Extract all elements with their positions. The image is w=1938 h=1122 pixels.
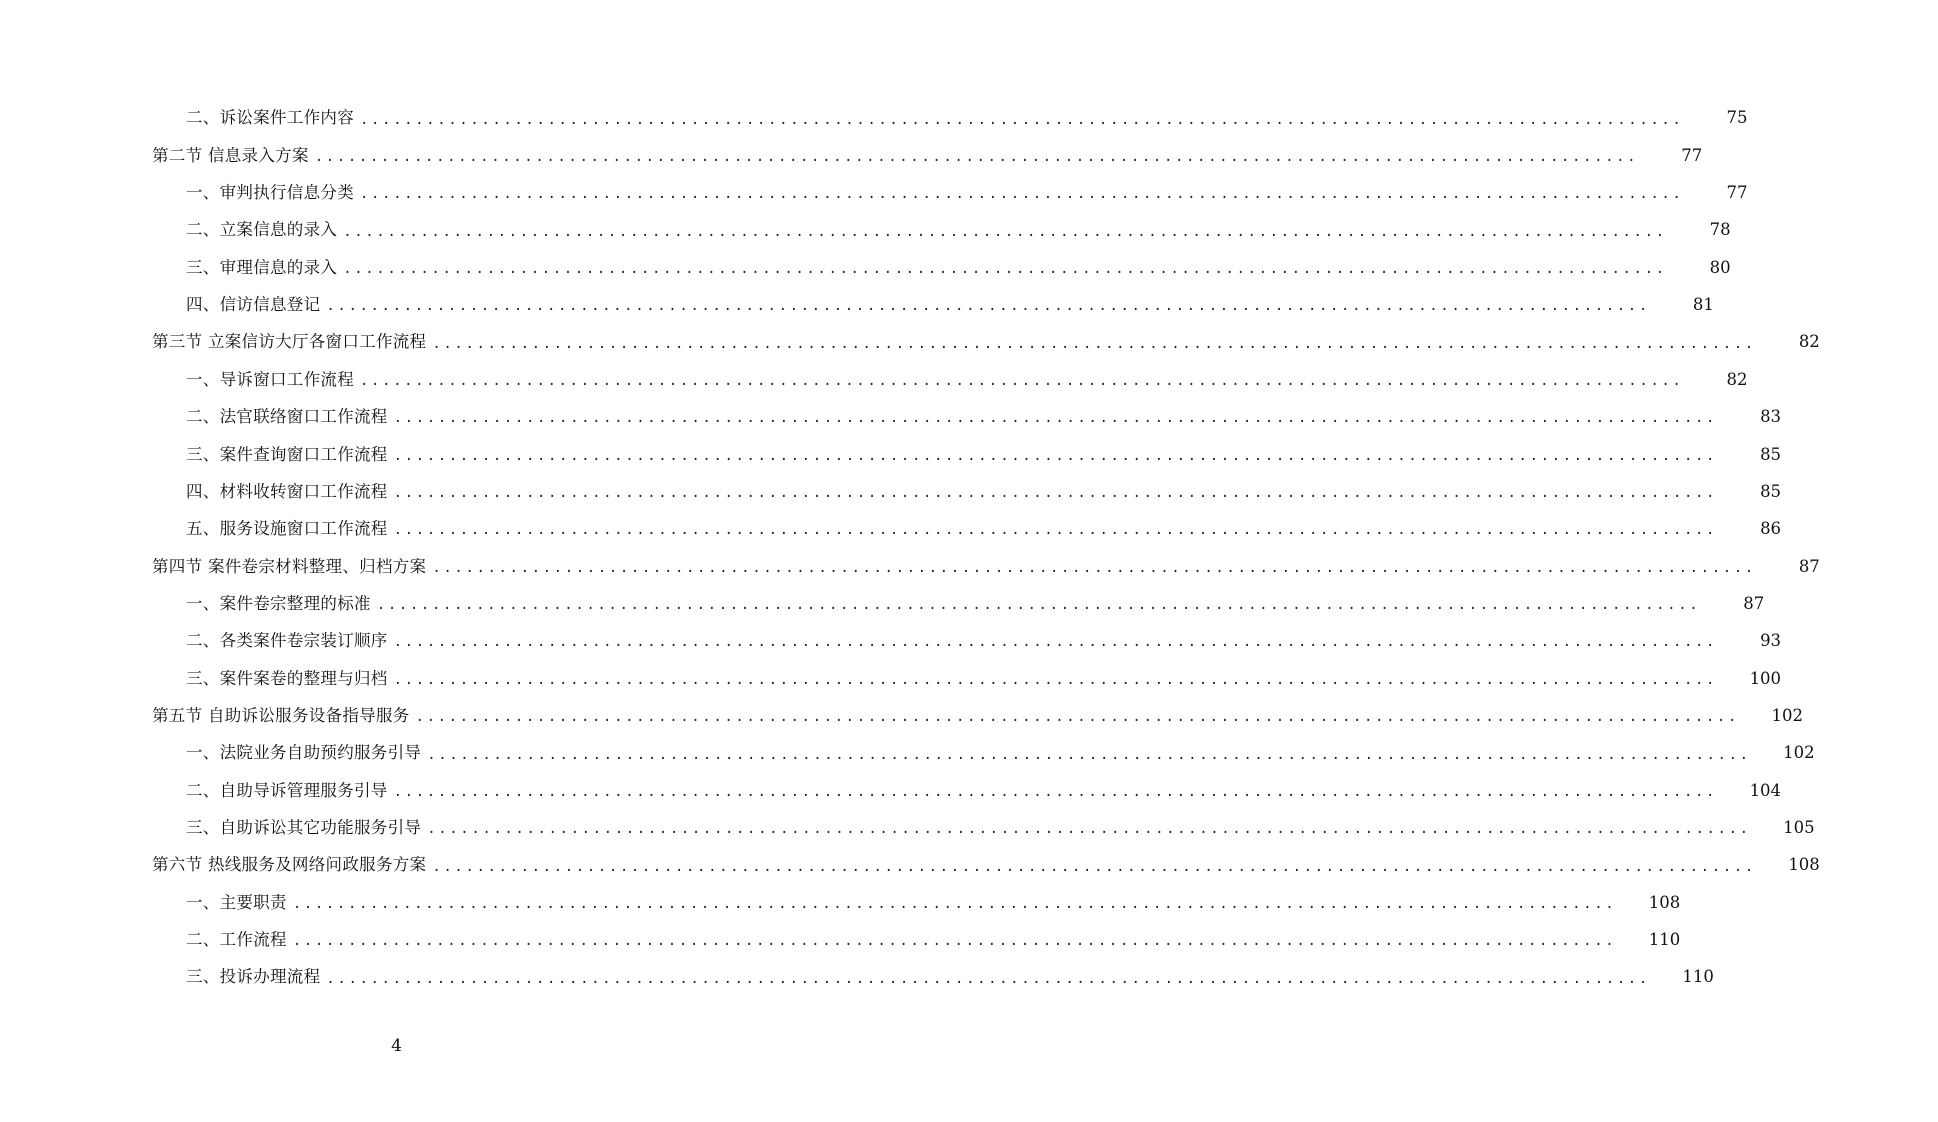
toc-dot-leader: ........................................................................................................................ xyxy=(360,186,1684,203)
toc-entry-title: 三、案件案卷的整理与归档 xyxy=(186,668,388,688)
toc-entry[interactable] xyxy=(0,884,1681,921)
toc-entry-page: 75 xyxy=(1726,108,1748,128)
toc-dot-leader: ........................................................................................................................ xyxy=(393,522,1718,539)
toc-entry[interactable] xyxy=(0,399,1782,436)
toc-section-entry[interactable] xyxy=(0,137,1703,174)
toc-entry-title: 二、法官联络窗口工作流程 xyxy=(186,407,388,427)
toc-entry-page: 87 xyxy=(1743,593,1765,613)
toc-entry-page: 108 xyxy=(1648,892,1681,912)
toc-dot-leader: ........................................................................................................................ xyxy=(393,671,1718,688)
toc-entry-title: 二、立案信息的录入 xyxy=(186,220,338,240)
toc-dot-leader: ........................................................................................................................ xyxy=(360,373,1684,390)
toc-entry[interactable] xyxy=(0,922,1681,959)
toc-entry-title: 三、案件查询窗口工作流程 xyxy=(186,444,388,464)
toc-entry-page: 102 xyxy=(1783,743,1815,763)
toc-entry-page: 85 xyxy=(1760,444,1782,464)
toc-entry-page: 87 xyxy=(1798,556,1820,576)
toc-entry-title: 第二节 信息录入方案 xyxy=(152,145,309,165)
toc-entry-page: 85 xyxy=(1760,481,1782,501)
toc-dot-leader: ........................................................................................................................ xyxy=(432,335,1756,352)
toc-entry-title: 一、案件卷宗整理的标准 xyxy=(186,593,371,613)
toc-entry-page: 78 xyxy=(1709,220,1731,240)
toc-entry-page: 102 xyxy=(1771,705,1803,725)
toc-dot-leader: ........................................................................................................................ xyxy=(360,111,1684,128)
toc-dot-leader: ........................................................................................................................ xyxy=(292,895,1617,912)
toc-dot-leader: ........................................................................................................................ xyxy=(427,821,1751,838)
toc-dot-leader: ........................................................................................................................ xyxy=(393,485,1718,502)
toc-entry-page: 110 xyxy=(1648,929,1681,949)
toc-entry-title: 第三节 立案信访大厅各窗口工作流程 xyxy=(152,332,427,352)
toc-entry-title: 三、自助诉讼其它功能服务引导 xyxy=(186,817,422,837)
toc-entry[interactable] xyxy=(0,361,1748,398)
toc-entry-page: 83 xyxy=(1760,407,1782,427)
toc-entry-page: 77 xyxy=(1726,183,1748,203)
toc-entry-title: 五、服务设施窗口工作流程 xyxy=(186,519,388,539)
toc-entry-title: 一、导诉窗口工作流程 xyxy=(186,369,354,389)
toc-entry-page: 105 xyxy=(1783,817,1815,837)
toc-entry-page: 82 xyxy=(1798,332,1820,352)
toc-entry-title: 二、工作流程 xyxy=(186,929,287,949)
toc-entry-page: 104 xyxy=(1749,780,1782,800)
toc-entry-title: 一、主要职责 xyxy=(186,892,287,912)
toc-section-entry[interactable] xyxy=(0,698,1803,735)
toc-section-entry[interactable] xyxy=(0,847,1820,884)
toc-entry[interactable] xyxy=(0,287,1714,324)
toc-section-entry[interactable] xyxy=(0,548,1820,585)
toc-dot-leader: ........................................................................................................................ xyxy=(393,447,1718,464)
toc-dot-leader: ........................................................................................................................ xyxy=(326,970,1650,987)
toc-dot-leader: ........................................................................................................................ xyxy=(427,746,1751,763)
toc-entry-title: 二、自助导诉管理服务引导 xyxy=(186,780,388,800)
toc-dot-leader: ........................................................................................................................ xyxy=(393,634,1718,651)
toc-entry-page: 81 xyxy=(1692,295,1714,315)
toc-dot-leader: ........................................................................................................................ xyxy=(376,597,1701,614)
toc-entry-title: 二、各类案件卷宗装订顺序 xyxy=(186,631,388,651)
toc-dot-leader: ........................................................................................................................ xyxy=(314,149,1639,166)
toc-entry[interactable] xyxy=(0,623,1782,660)
toc-entry[interactable] xyxy=(0,660,1782,697)
toc-entry-page: 108 xyxy=(1788,855,1820,875)
toc-entry-title: 第六节 热线服务及网络问政服务方案 xyxy=(152,855,427,875)
toc-entry[interactable] xyxy=(0,436,1782,473)
toc-entry-page: 93 xyxy=(1760,631,1782,651)
toc-entry-title: 一、审判执行信息分类 xyxy=(186,183,354,203)
toc-dot-leader: ........................................................................................................................ xyxy=(432,858,1756,875)
toc-entry[interactable] xyxy=(0,473,1782,510)
toc-entry-page: 80 xyxy=(1709,257,1731,277)
toc-entry[interactable] xyxy=(0,100,1748,137)
toc-entry[interactable] xyxy=(0,511,1782,548)
toc-entry-title: 四、材料收转窗口工作流程 xyxy=(186,481,388,501)
toc-entry[interactable] xyxy=(0,585,1765,622)
toc-entry-title: 二、诉讼案件工作内容 xyxy=(186,108,354,128)
toc-entry[interactable] xyxy=(0,959,1714,996)
toc-dot-leader: ........................................................................................................................ xyxy=(415,709,1739,726)
toc-entry-title: 三、审理信息的录入 xyxy=(186,257,338,277)
toc-entry-title: 四、信访信息登记 xyxy=(186,295,321,315)
toc-dot-leader: ........................................................................................................................ xyxy=(326,298,1650,315)
toc-entry-title: 一、法院业务自助预约服务引导 xyxy=(186,743,422,763)
toc-dot-leader: ........................................................................................................................ xyxy=(432,559,1756,576)
toc-entry[interactable] xyxy=(0,175,1748,212)
toc-entry-page: 86 xyxy=(1760,519,1782,539)
page-number: 4 xyxy=(391,1036,402,1056)
toc-section-entry[interactable] xyxy=(0,324,1820,361)
toc-dot-leader: ........................................................................................................................ xyxy=(292,933,1617,950)
toc-dot-leader: ........................................................................................................................ xyxy=(343,261,1667,278)
toc-entry-title: 第五节 自助诉讼服务设备指导服务 xyxy=(152,705,410,725)
toc-dot-leader: ........................................................................................................................ xyxy=(393,410,1718,427)
toc-entry[interactable] xyxy=(0,212,1731,249)
toc-entry-page: 77 xyxy=(1681,145,1703,165)
toc-entry[interactable] xyxy=(0,249,1731,286)
toc-dot-leader: ........................................................................................................................ xyxy=(343,223,1667,240)
toc-entry[interactable] xyxy=(0,810,1815,847)
toc-entry[interactable] xyxy=(0,735,1815,772)
toc-entry-page: 110 xyxy=(1682,967,1714,987)
toc-entry-page: 82 xyxy=(1726,369,1748,389)
toc-entry-title: 第四节 案件卷宗材料整理、归档方案 xyxy=(152,556,427,576)
toc-entry-title: 三、投诉办理流程 xyxy=(186,967,321,987)
table-of-contents xyxy=(0,100,1820,996)
toc-dot-leader: ........................................................................................................................ xyxy=(393,783,1718,800)
toc-entry[interactable] xyxy=(0,772,1782,809)
toc-entry-page: 100 xyxy=(1749,668,1782,688)
